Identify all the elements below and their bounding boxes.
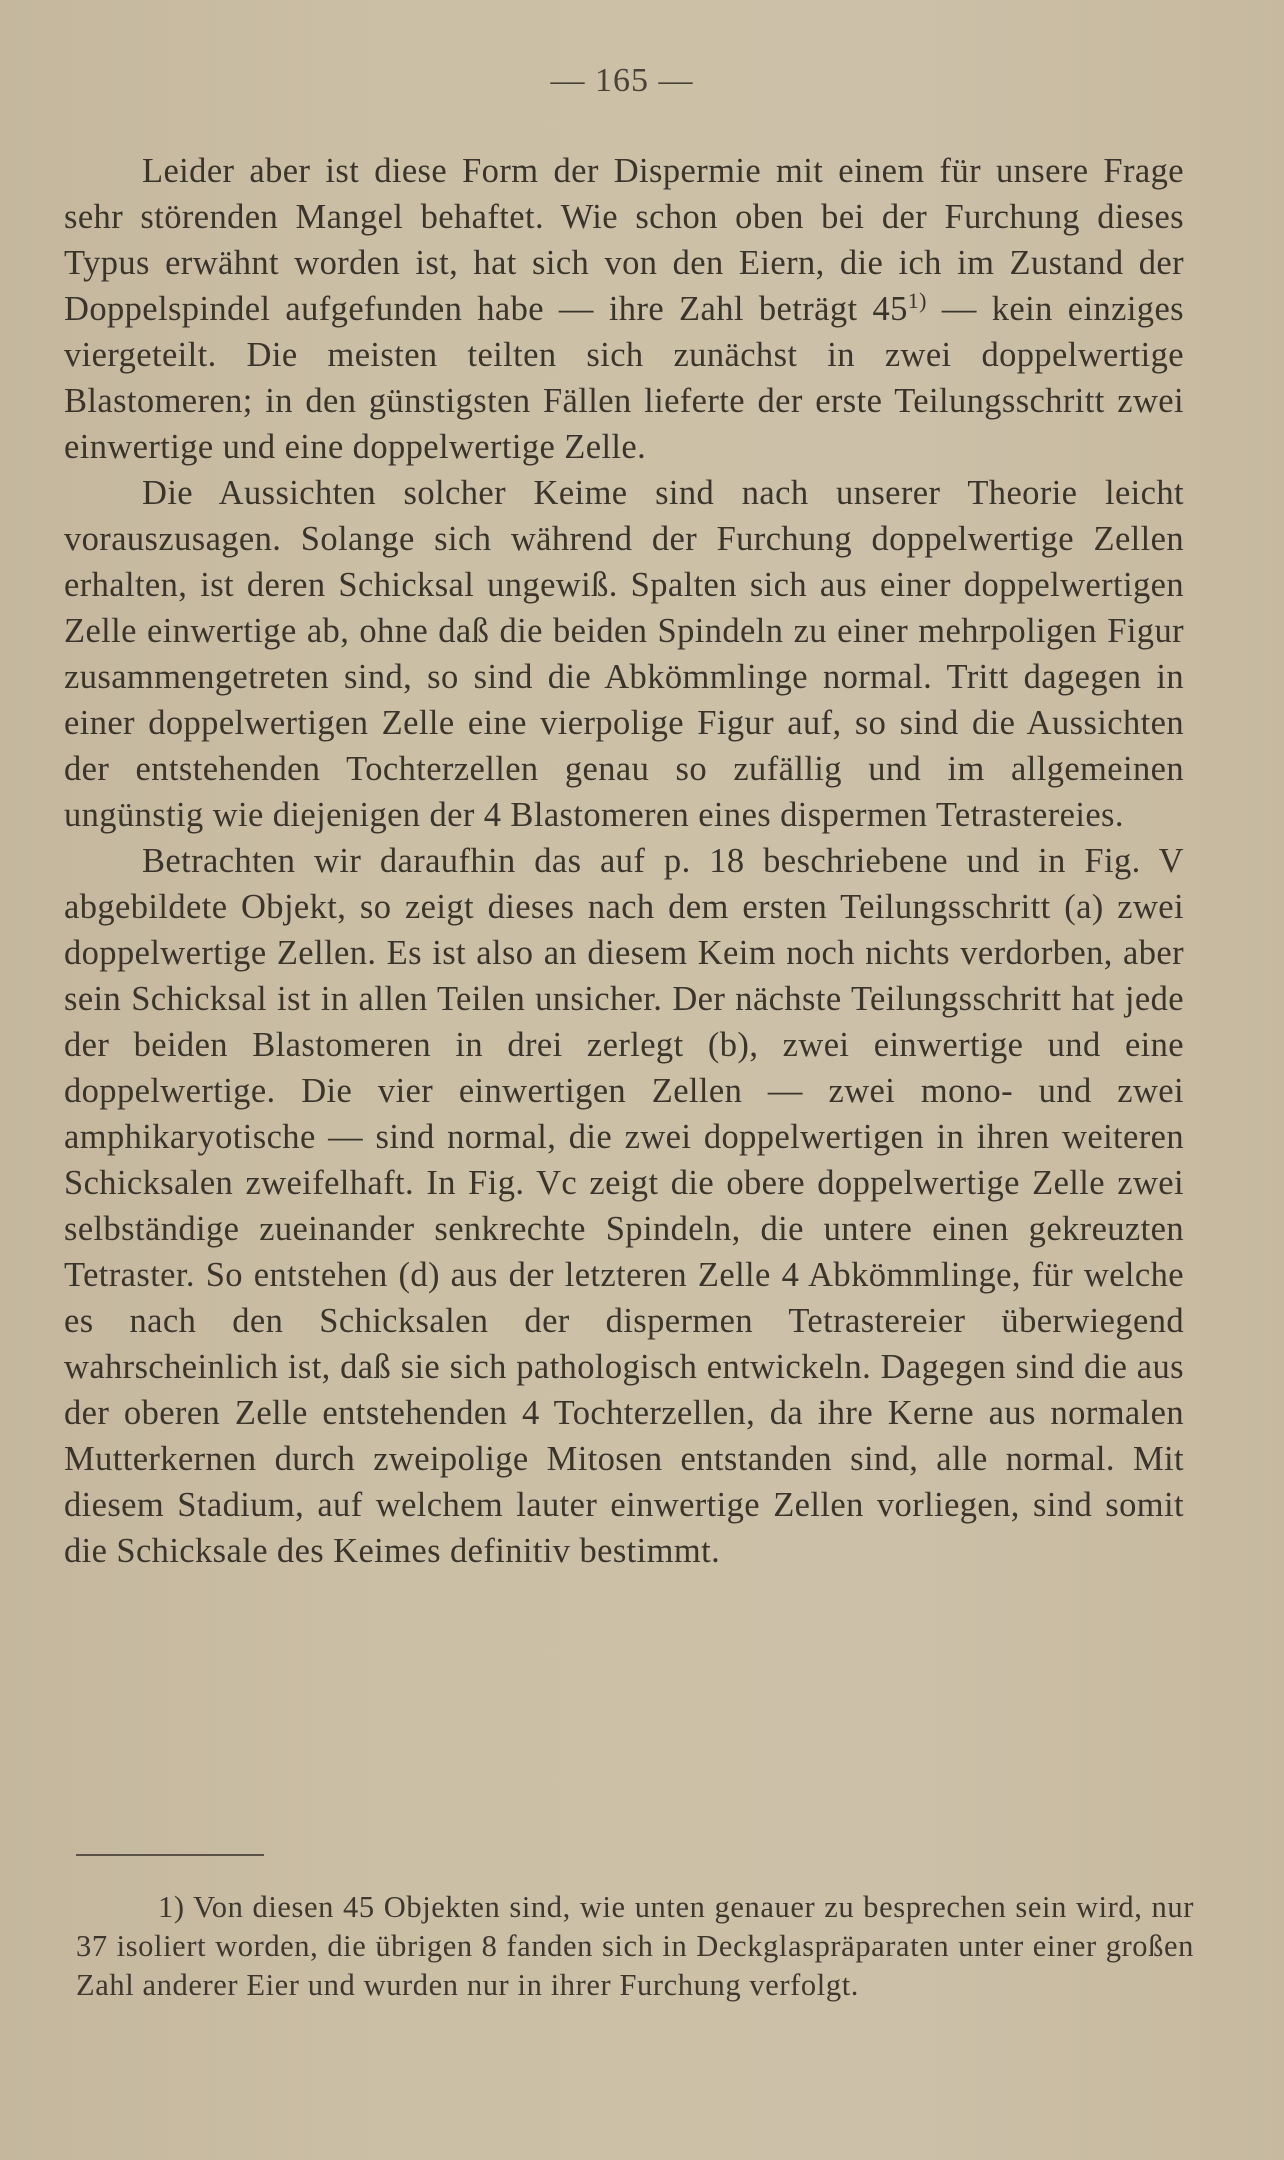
paragraph-1-text-a: Leider aber ist diese Form der Dispermie mit einem für unsere Frage sehr störenden Mangel behaftet. Wie schon oben bei der Furchung dieses Typus erwähnt worden ist, hat sich von den Eiern, die ich im Zustand der Doppelspindel aufgefunden habe — ihre Zahl beträgt 45 (64, 152, 1184, 328)
main-text (64, 148, 1184, 1574)
page-number: — 165 — (550, 62, 694, 99)
paragraph-1 (64, 148, 1184, 470)
footnote-reference: 1) (907, 288, 927, 313)
paragraph-2: Die Aussichten solcher Keime sind nach unserer Theorie leicht vorauszusagen. Solange sich während der Furchung doppelwertige Zellen erhalten, ist deren Schicksal ungewiß. Spalten sich aus einer doppelwertigen Zelle einwertige ab, ohne daß die beiden Spindeln zu einer mehrpoligen Figur zusammengetreten sind, so sind die Abkömmlinge normal. Tritt dagegen in einer doppelwertigen Zelle eine vierpolige Figur auf, so sind die Aussichten der entstehenden Tochterzellen genau so zufällig und im allgemeinen ungünstig wie diejenigen der 4 Blastomeren eines dispermen Tetrastereies. (64, 474, 1184, 834)
footnote (76, 1888, 1194, 2005)
paragraph-3: Betrachten wir daraufhin das auf p. 18 beschriebene und in Fig. V abgebildete Objekt, so zeigt dieses nach dem ersten Teilungsschritt (a) zwei doppelwertige Zellen. Es ist also an diesem Keim noch nichts verdorben, aber sein Schicksal ist in allen Teilen unsicher. Der nächste Teilungsschritt hat jede der beiden Blastomeren in drei zerlegt (b), zwei einwertige und eine doppelwertige. Die vier einwertigen Zellen — zwei mono- und zwei amphikaryotische — sind normal, die zwei doppelwertigen in ihren weiteren Schicksalen zweifelhaft. In Fig. Vc zeigt die obere doppelwertige Zelle zwei selbständige zueinander senkrechte Spindeln, die untere einen gekreuzten Tetraster. So entstehen (d) aus der letzteren Zelle 4 Abkömmlinge, für welche es nach den Schicksalen der dispermen Tetrastereier überwiegend wahrscheinlich ist, daß sie sich pathologisch entwickeln. Dagegen sind die aus der oberen Zelle entstehenden 4 Tochterzellen, da ihre Kerne aus normalen Mutterkernen durch zweipolige Mitosen entstanden sind, alle normal. Mit diesem Stadium, auf welchem lauter einwertige Zellen vorliegen, sind somit die Schicksale des Keimes definitiv bestimmt. (64, 842, 1184, 1570)
paragraph-1-text-b: — kein einziges viergeteilt. Die meisten teilten sich zunächst in zwei doppelwertige Blastomeren; in den günstigsten Fällen lieferte der erste Teilungsschritt zwei einwertige und eine doppelwertige Zelle. (64, 290, 1184, 466)
footnote-text: 1) Von diesen 45 Objekten sind, wie unten genauer zu besprechen sein wird, nur 37 isoliert worden, die übrigen 8 fanden sich in Deckglaspräparaten unter einer großen Zahl anderer Eier und wurden nur in ihrer Furchung verfolgt. (76, 1890, 1194, 2002)
footnote-divider (76, 1854, 264, 1856)
